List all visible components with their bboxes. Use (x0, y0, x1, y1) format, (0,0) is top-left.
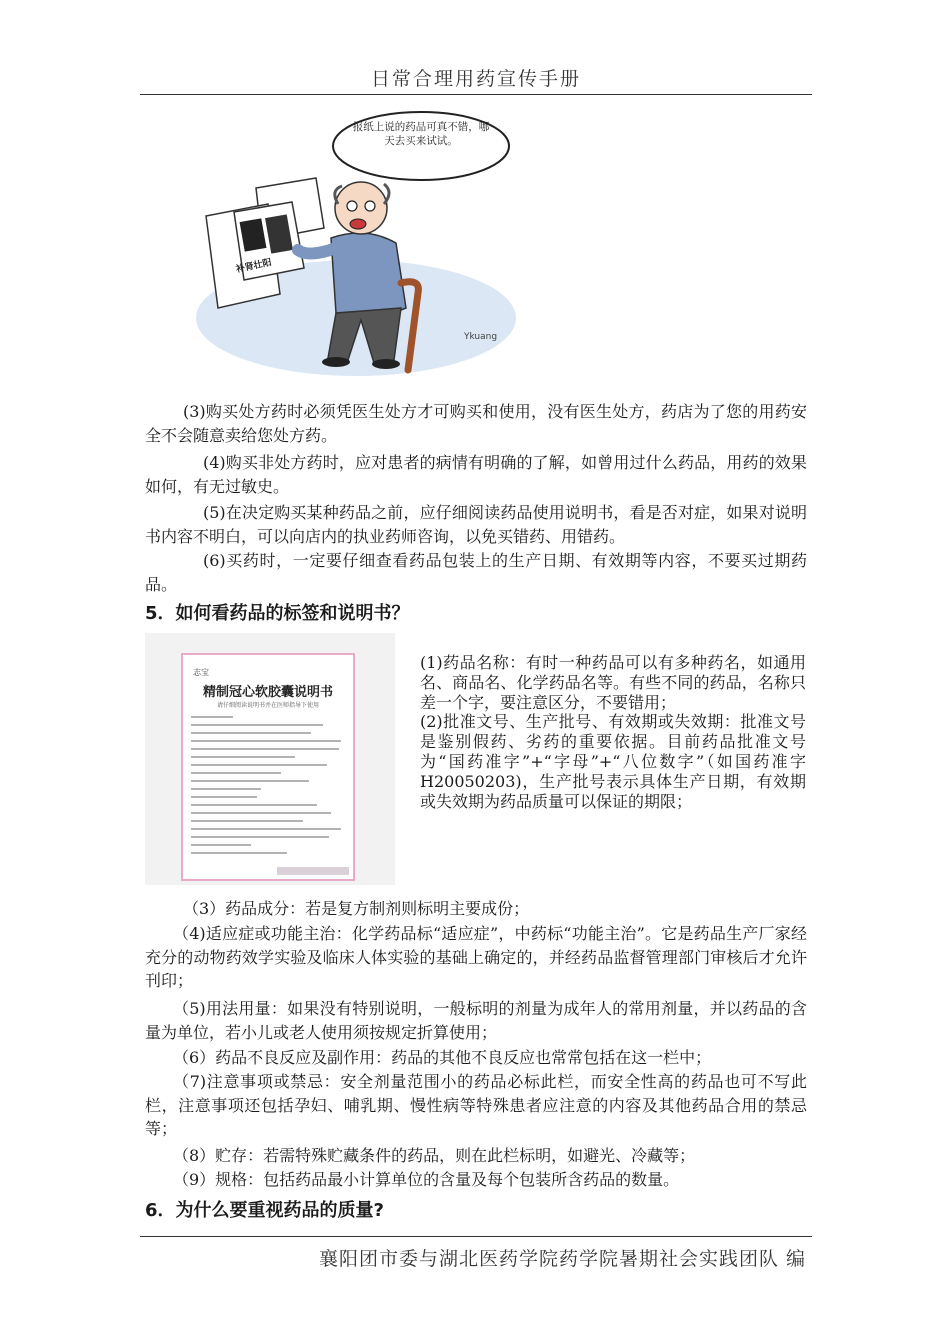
label-item-ingredients: （3）药品成分：若是复方制剂则标明主要成份； (183, 899, 530, 918)
label-item-precautions: （7)注意事项或禁忌：安全剂量范围小的药品必标此栏，而安全性高的药品也可不写此栏，注意事项还包括孕妇、哺乳期、慢性病等特殊患者应注意的内容及其他药品合用的禁忌等； (145, 1072, 807, 1138)
label-item-drug-name: (1)药品名称：有时一种药品可以有多种药名，如通用名、商品名、化学药品名等。有些不同的药品，名称只差一个字，要注意区分，不要错用； (420, 653, 806, 712)
leaflet-brand: 志宝 (193, 668, 209, 677)
drug-leaflet-card (181, 653, 355, 881)
footer-divider (140, 1236, 812, 1237)
leaflet-subtitle: 请仔细阅读说明书并在医师指导下使用 (216, 702, 319, 709)
cartoon-illustration (196, 108, 526, 376)
leaflet-title: 精制冠心软胶囊说明书 (202, 685, 333, 700)
leaflet-text-lines (191, 713, 345, 863)
section-6-heading: 6．为什么要重视药品的质量? (145, 1200, 384, 1221)
section-5-heading: 5．如何看药品的标签和说明书？ (145, 603, 410, 624)
header-divider (140, 94, 812, 95)
buy-otc-paragraph: (4)购买非处方药时，应对患者的病情有明确的了解，如曾用过什么药品，用药的效果如何，有无过敏史。 (145, 453, 807, 496)
check-expiry-paragraph: (6)买药时，一定要仔细查看药品包装上的生产日期、有效期等内容，不要买过期药品。 (145, 551, 807, 594)
read-instructions-paragraph: (5)在决定购买某种药品之前，应仔细阅读药品使用说明书，看是否对症，如果对说明书内容不明白，可以向店内的执业药师咨询，以免买错药、用错药。 (145, 503, 807, 546)
page-footer: 襄阳团市委与湖北医药学院药学院暑期社会实践团队 编 (318, 1248, 806, 1270)
drug-leaflet-photo (145, 633, 395, 885)
label-item-specification: （9）规格：包括药品最小计算单位的含量及每个包装所含药品的数量。 (173, 1170, 680, 1189)
page-header: 日常合理用药宣传手册 (370, 68, 581, 90)
label-item-dosage: （5)用法用量：如果没有特别说明，一般标明的剂量为成年人的常用剂量，并以药品的含量为单位，若小儿或老人使用须按规定折算使用； (145, 999, 807, 1042)
newspaper-headline: 补肾壮阳 (235, 257, 273, 276)
old-man-jacket (331, 233, 406, 317)
leaflet-footer-strip (277, 867, 349, 875)
label-item-indications: （4)适应症或功能主治：化学药品标“适应症”，中药标“功能主治”。它是药品生产厂家经充分的动物药效学实验及临床人体实验的基础上确定的，并经药品监督管理部门审核后才允许刊印； (145, 924, 807, 990)
cartoon-signature: Ykuang (464, 332, 498, 342)
speech-bubble-text: 报纸上说的药品可真不错，哪天去买来试试。 (352, 121, 490, 147)
label-item-adverse-reactions: （6）药品不良反应及副作用：药品的其他不良反应也常常包括在这一栏中； (173, 1048, 712, 1067)
buy-prescription-paragraph: (3)购买处方药时必须凭医生处方才可购买和使用，没有医生处方，药店为了您的用药安全不会随意卖给您处方药。 (145, 402, 807, 445)
label-items-1-2 (420, 653, 806, 811)
label-item-approval-number: (2)批准文号、生产批号、有效期或失效期：批准文号是鉴别假药、劣药的重要依据。目前药品批准文号为“国药准字”+“字母”+“八位数字”（如国药准字H20050203)，生产批号表示具体生产日期，有效期或失效期为药品质量可以保证的期限； (420, 712, 806, 811)
label-item-storage: （8）贮存：若需特殊贮藏条件的药品，则在此栏标明，如避光、冷藏等； (173, 1146, 696, 1165)
